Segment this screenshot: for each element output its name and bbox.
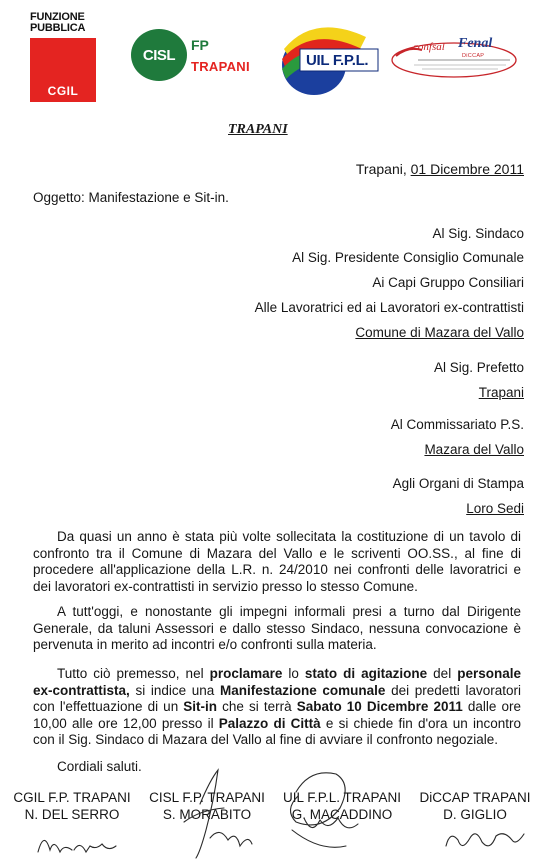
paragraph-3 <box>33 666 521 749</box>
p3-bold-stato-agitazione: stato di agitazione <box>304 666 428 681</box>
signature-name-diccap: D. GIGLIO <box>443 807 507 822</box>
fenal-logo-confsal: confsal <box>413 41 445 53</box>
signature-org-diccap: DiCCAP TRAPANI <box>419 790 531 805</box>
addressee-lavoratori: Alle Lavoratrici ed ai Lavoratori ex-contrattisti <box>254 300 524 315</box>
p3-text-7: dalle ore 10,00 alle ore 12,00 presso il <box>33 699 522 731</box>
addressee-mazara: Mazara del Vallo <box>424 442 524 457</box>
date-line <box>356 161 524 177</box>
uil-fpl-logo <box>270 19 382 99</box>
p3-bold-date: Sabato 10 Dicembre 2011 <box>296 699 463 715</box>
signature-org-uil: UIL F.P.L. TRAPANI <box>282 790 402 805</box>
signature-name-uil: G. MACADDINO <box>291 807 393 822</box>
fenal-logo-fenal: Fenal <box>458 36 493 51</box>
addressee-presidente: Al Sig. Presidente Consiglio Comunale <box>292 250 524 265</box>
paragraph-1: Da quasi un anno è stata più volte sollecitata la costituzione di un tavolo di confronto tra il Comune di Mazara del Vallo e le scriventi OO.SS., al fine di procedere all'applicazione della L.R. n. 24/2010 nei confronti delle lavoratrici e dei lavoratori ex-contrattisti in servizio presso lo stesso Comune. <box>33 529 521 594</box>
document-heading: TRAPANI <box>228 122 288 137</box>
cgil-logo <box>30 12 98 104</box>
confsal-fenal-logo <box>388 38 520 86</box>
addressee-prefetto: Al Sig. Prefetto <box>433 360 524 375</box>
signature-org-cisl: CISL F.P. TRAPANI <box>149 790 265 805</box>
p3-text-1: Tutto ciò premesso, nel <box>57 666 210 681</box>
cisl-logo-name: CISL <box>142 47 176 64</box>
cisl-logo-fp: FP <box>191 37 209 53</box>
addressee-commissariato: Al Commissariato P.S. <box>390 417 524 432</box>
uil-logo-name: UIL F.P.L. <box>306 52 369 69</box>
addressee-trapani: Trapani <box>478 385 524 400</box>
p3-text-3: del <box>427 666 458 681</box>
p3-bold-palazzo: Palazzo di Città <box>218 715 321 731</box>
fenal-logo-diccap: DiCCAP <box>462 53 485 59</box>
addressee-capi-gruppo: Ai Capi Gruppo Consiliari <box>372 275 524 290</box>
cgil-logo-red-square <box>30 38 96 102</box>
p3-bold-sit-in: Sit-in <box>183 699 218 715</box>
p3-text-4: si indice una <box>129 682 220 698</box>
cisl-logo-disc <box>131 29 187 81</box>
fenal-logo-swoosh <box>388 38 520 86</box>
cgil-logo-name: CGIL <box>47 84 79 98</box>
addressee-comune: Comune di Mazara del Vallo <box>355 325 524 340</box>
signature-org-cgil: CGIL F.P. TRAPANI <box>13 790 131 805</box>
cgil-logo-line1: FUNZIONE <box>30 11 85 23</box>
date-prefix: Trapani, <box>355 161 411 177</box>
addressee-sindaco: Al Sig. Sindaco <box>432 226 524 241</box>
p3-bold-personale: personale ex-contrattista, <box>33 666 521 698</box>
closing-greeting: Cordiali saluti. <box>57 759 142 774</box>
signature-name-cgil: N. DEL SERRO <box>24 807 120 822</box>
handwritten-signatures <box>0 760 544 865</box>
p3-bold-manifestazione: Manifestazione comunale <box>219 682 386 698</box>
cisl-fp-logo <box>131 29 261 85</box>
date-value: 01 Dicembre 2011 <box>410 161 524 177</box>
paragraph-2: A tutt'oggi, e nonostante gli impegni informali presi a turno dal Dirigente Generale, da taluni Assessori e dallo stesso Sindaco, nessuna convocazione è pervenuta in merito ad incontri e/o confronti sulla materia. <box>33 604 521 653</box>
p3-text-6: che si terrà <box>217 699 297 715</box>
p3-text-8: e si chiede fin d'ora un incontro con il Sig. Sindaco di Mazara del Vallo al fine di avviare il confronto negoziale. <box>33 715 521 748</box>
signature-name-cisl: S. MORABITO <box>162 807 252 822</box>
subject-line: Oggetto: Manifestazione e Sit-in. <box>33 190 229 205</box>
p3-text-5: dei predetti lavoratori con l'effettuazione di un <box>33 682 521 715</box>
p3-bold-proclamare: proclamare <box>209 666 283 681</box>
addressee-loro-sedi: Loro Sedi <box>466 501 524 516</box>
cisl-logo-city: TRAPANI <box>191 59 250 74</box>
addressee-stampa: Agli Organi di Stampa <box>392 476 524 491</box>
p3-text-2: lo <box>282 666 305 681</box>
cgil-logo-line2: PUBBLICA <box>30 22 86 34</box>
